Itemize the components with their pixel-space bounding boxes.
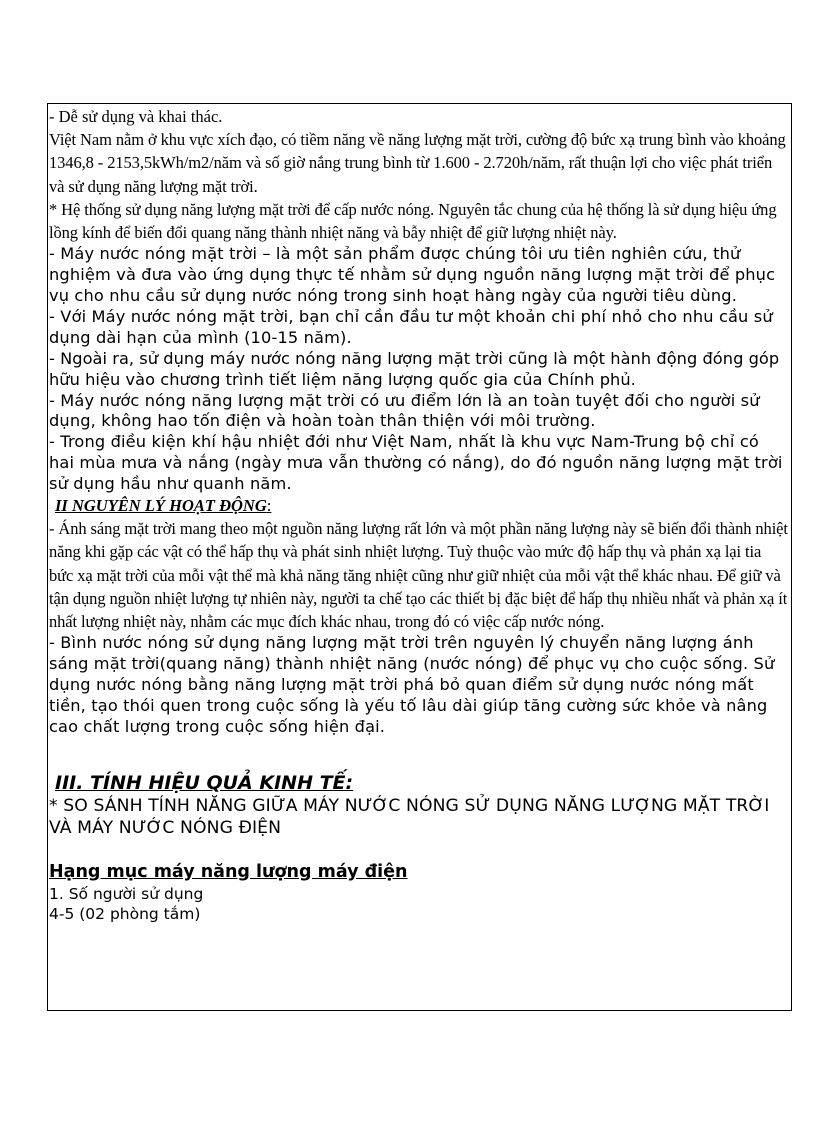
comparison-table-header: Hạng mục máy năng lượng máy điện <box>49 861 408 882</box>
paragraph-sunlight-energy: - Ánh sáng mặt trời mang theo một nguồn năng lượng rất lớn và một phần năng lượng này sẽ biến đổi thành nhiệt năng khi gặp các vật có thể hấp thụ và phát sinh nhiệt lượng. Tuỳ thuộc vào mức độ hấp thụ và phản xạ lại tia bức xạ mặt trời của mỗi vật thể mà khả năng tăng nhiệt cũng như giữ nhiệt của mỗi vật thể khác nhau. Để giữ và tận dụng nguồn nhiệt lượng tự nhiên này, người ta chế tạo các thiết bị đặc biệt để hấp thụ nhiều nhất và phản xạ ít nhất lượng nhiệt này, nhằm các mục đích khác nhau, trong đó có việc cấp nước nóng. <box>49 519 788 631</box>
bullet-easy-use: - Dễ sử dụng và khai thác. <box>49 107 223 126</box>
document-frame <box>47 103 792 1011</box>
paragraph-system-principle: * Hệ thống sử dụng năng lượng mặt trời để cấp nước nóng. Nguyên tắc chung của hệ thống là sử dụng hiệu ứng lồng kính để biến đổi quang năng thành nhiệt năng và bẫy nhiệt để giữ lượng nhiệt này. <box>49 199 777 243</box>
comparison-title: * SO SÁNH TÍNH NĂNG GIỮA MÁY NƯỚC NÓNG SỬ DỤNG NĂNG LƯỢNG MẶT TRỜI VÀ MÁY NƯỚC NÓNG ĐIỆN <box>49 795 770 838</box>
paragraph-vietnam-solar: Việt Nam nằm ở khu vực xích đạo, có tiềm năng về năng lượng mặt trời, cường độ bức xạ trung bình vào khoảng 1346,8 - 2153,5kWh/m2/năm và số giờ nắng trung bình từ 1.600 - 2.720h/năm, rất thuận lợi cho việc phát triển và sử dụng năng lượng mặt trời. <box>49 130 786 196</box>
paragraph-product: - Máy nước nóng mặt trời – là một sản phẩm được chúng tôi ưu tiên nghiên cứu, thử nghiệm và đưa vào ứng dụng thực tế nhằm sử dụng nguồn năng lượng mặt trời để phục vụ cho nhu cầu sử dụng nước nóng trong sinh hoạt hàng ngày của người tiêu dùng. <box>49 244 776 306</box>
paragraph-contribution: - Ngoài ra, sử dụng máy nước nóng năng lượng mặt trời cũng là một hành động đóng góp hữu hiệu vào chương trình tiết liệm năng lượng quốc gia của Chính phủ. <box>49 348 780 389</box>
comparison-row-label: 1. Số người sử dụng <box>49 884 204 903</box>
paragraph-safety: - Máy nước nóng năng lượng mặt trời có ưu điểm lớn là an toàn tuyệt đối cho người sử dụng, không hao tốn điện và hoàn toàn thân thiện với môi trường. <box>49 390 760 431</box>
section-2-title: II NGUYÊN LÝ HOẠT ĐỘNG <box>55 496 267 516</box>
section-3-heading: III. TÍNH HIỆU QUẢ KINH TẾ: <box>55 771 354 794</box>
document-content <box>49 105 789 924</box>
paragraph-investment: - Với Máy nước nóng mặt trời, bạn chỉ cần đầu tư một khoản chi phí nhỏ cho nhu cầu sử dụng dài hạn của mình (10-15 năm). <box>49 306 773 347</box>
section-2-heading <box>49 495 789 517</box>
comparison-row-value: 4-5 (02 phòng tắm) <box>49 904 201 923</box>
paragraph-heater-principle: - Bình nước nóng sử dụng năng lượng mặt trời trên nguyên lý chuyển năng lượng ánh sáng mặt trời(quang năng) thành nhiệt năng (nước nóng) để phục vụ cho cuộc sống. Sử dụng nước nóng bằng năng lượng mặt trời phá bỏ quan điểm sử dụng nước nóng mất tiền, tạo thói quen trong cuộc sống là yếu tố lâu dài giúp tăng cường sức khỏe và nâng cao chất lượng trong cuộc sống hiện đại. <box>49 633 775 736</box>
spacer <box>49 839 789 860</box>
spacer <box>49 738 789 771</box>
section-2-colon: : <box>266 496 272 516</box>
paragraph-climate: - Trong điều kiện khí hậu nhiệt đới như Việt Nam, nhất là khu vực Nam-Trung bộ chỉ có hai mùa mưa và nắng (ngày mưa vẫn thường có nắng), do đó nguồn năng lượng mặt trời sử dụng hầu như quanh năm. <box>49 432 783 494</box>
